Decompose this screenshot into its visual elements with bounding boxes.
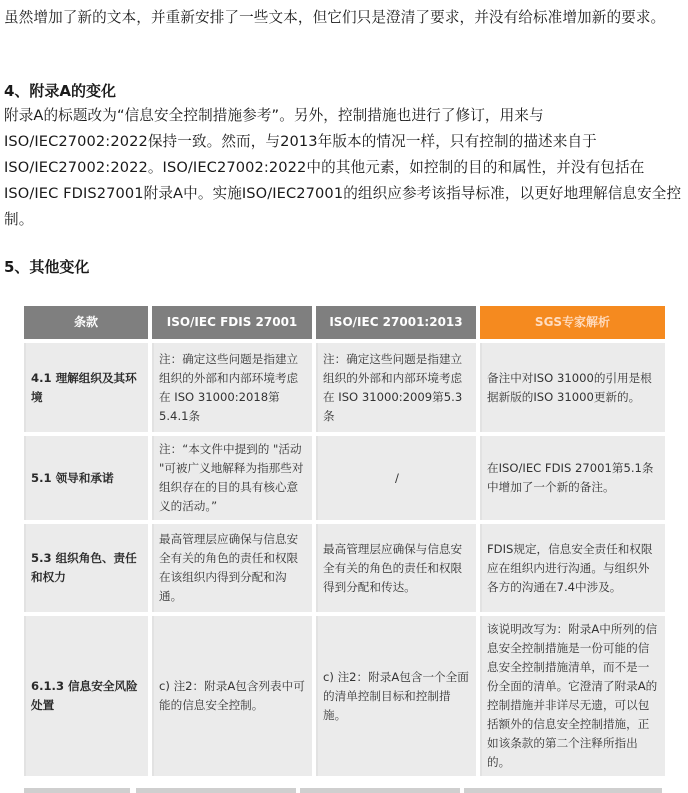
clause-cell: 4.1 理解组织及其环境 [24, 343, 148, 432]
iso2013-cell: c) 注2：附录A包含一个全面的清单控制目标和控制措施。 [316, 616, 476, 776]
fdis-cell: 注：“本文件中提到的 "活动 "可被广义地解释为指那些对组织存在的目的具有核心意义的活动。” [152, 436, 312, 520]
next-row-stub [24, 788, 130, 793]
next-row-stub [464, 788, 662, 793]
section-4-heading: 4、附录A的变化 [4, 82, 117, 100]
table-row [24, 436, 665, 520]
next-row-stub [300, 788, 460, 793]
fdis-cell: 最高管理层应确保与信息安全有关的角色的责任和权限在该组织内得到分配和沟通。 [152, 524, 312, 612]
table-row [24, 524, 665, 612]
fdis-cell: 注：确定这些问题是指建立组织的外部和内部环境考虑在 ISO 31000:2018第5.4.1条 [152, 343, 312, 432]
next-row-stub [136, 788, 296, 793]
table-row [24, 616, 665, 776]
table-header-row [24, 306, 665, 339]
sgs-cell: 该说明改写为：附录A中所列的信息安全控制措施是一份可能的信息安全控制措施清单，而不是一份全面的清单。它澄清了附录A的控制措施并非详尽无遗，可以包括额外的信息安全控制措施，正如该条款的第二个注释所指出的。 [480, 616, 665, 776]
intro-paragraph: 虽然增加了新的文本，并重新安排了一些文本，但它们只是澄清了要求，并没有给标准增加新的要求。 [4, 9, 666, 26]
iso2013-cell: 注：确定这些问题是指建立组织的外部和内部环境考虑在 ISO 31000:2009第5.3条 [316, 343, 476, 432]
clause-cell: 6.1.3 信息安全风险处置 [24, 616, 148, 776]
sgs-cell: FDIS规定，信息安全责任和权限应在组织内进行沟通。与组织外各方的沟通在7.4中涉及。 [480, 524, 665, 612]
iso2013-cell: / [316, 436, 476, 520]
header-fdis: ISO/IEC FDIS 27001 [152, 306, 312, 339]
section-4-paragraph: 附录A的标题改为“信息安全控制措施参考”。另外，控制措施也进行了修订，用来与ISO/IEC27002:2022保持一致。然而，与2013年版本的情况一样，只有控制的描述来自于ISO/IEC27002:2022。ISO/IEC27002:2022中的其他元素，如控制的目的和属性，并没有包括在ISO/IEC FDIS27001附录A中。实施ISO/IEC27001的组织应参考该指导标准，以更好地理解信息安全控制。 [4, 107, 682, 228]
clause-cell: 5.1 领导和承诺 [24, 436, 148, 520]
comparison-table [20, 302, 669, 780]
header-iso2013: ISO/IEC 27001:2013 [316, 306, 476, 339]
sgs-cell: 备注中对ISO 31000的引用是根据新版的ISO 31000更新的。 [480, 343, 665, 432]
header-clause: 条款 [24, 306, 148, 339]
sgs-cell: 在ISO/IEC FDIS 27001第5.1条中增加了一个新的备注。 [480, 436, 665, 520]
section-5-heading: 5、其他变化 [4, 258, 90, 276]
fdis-cell: c) 注2：附录A包含列表中可能的信息安全控制。 [152, 616, 312, 776]
table-row [24, 343, 665, 432]
header-sgs-analysis: SGS专家解析 [480, 306, 665, 339]
clause-cell: 5.3 组织角色、责任和权力 [24, 524, 148, 612]
iso2013-cell: 最高管理层应确保与信息安全有关的角色的责任和权限得到分配和传达。 [316, 524, 476, 612]
